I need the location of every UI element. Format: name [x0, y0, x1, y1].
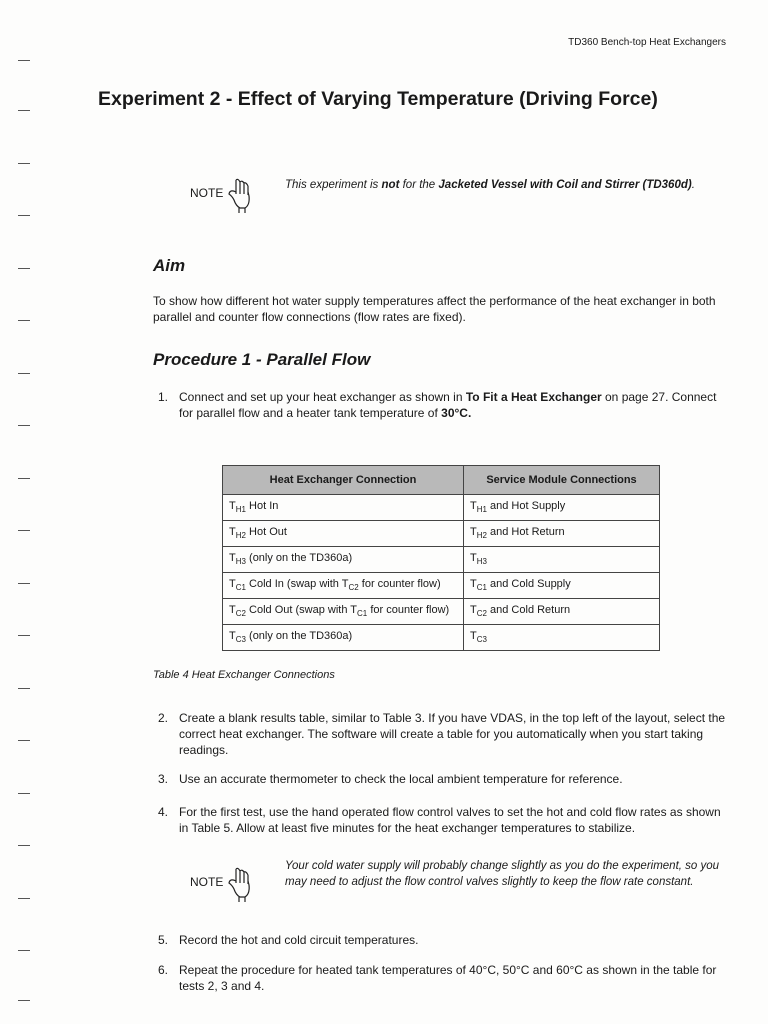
step-6 [158, 962, 733, 994]
table-caption: Table 4 Heat Exchanger Connections [153, 669, 335, 681]
table-row [223, 521, 660, 547]
step-number: 3. [158, 772, 169, 786]
table-cell: $T_{H1}$ Hot In [223, 495, 464, 521]
table-cell: $T_{C3}$ [464, 625, 660, 651]
column-header: Heat Exchanger Connection [223, 466, 464, 495]
page-title: Experiment 2 - Effect of Varying Temperature (Driving Force) [98, 88, 658, 110]
table-cell: $T_{H3}$ [464, 547, 660, 573]
table-row [223, 599, 660, 625]
table-cell: $T_{H3}$ (only on the TD360a) [223, 547, 464, 573]
binder-edge-marks [18, 0, 32, 1024]
table-row [223, 547, 660, 573]
step-text: Record the hot and cold circuit temperatures. [179, 933, 419, 947]
step-number: 2. [158, 711, 169, 725]
table-cell: $T_{H1}$ and Hot Supply [464, 495, 660, 521]
pointing-hand-icon [227, 178, 255, 214]
connections-table [222, 465, 660, 651]
procedure-heading: Procedure 1 - Parallel Flow [153, 350, 371, 369]
note-text: Your cold water supply will probably change slightly as you do the experiment, so you may need to adjust the flow control valves slightly to keep the flow rate constant. [285, 860, 720, 888]
step-text: For the first test, use the hand operated flow control valves to set the hot and cold flow rates as shown in Table 5. Allow at least five minutes for the heat exchanger temperatures to stabilize. [179, 805, 721, 835]
aim-text: To show how different hot water supply temperatures affect the performance of the heat exchanger in both parallel and counter flow connections (flow rates are fixed). [153, 294, 716, 324]
note-text: This experiment is not for the Jacketed Vessel with Coil and Stirrer (TD360d). [285, 179, 695, 191]
step-text: Connect and set up your heat exchanger as shown in To Fit a Heat Exchanger on page 27. Connect for parallel flow and a heater tank temperature of 30°C. [179, 390, 717, 420]
table-header-row [223, 466, 660, 495]
table-cell: $T_{C2}$ and Cold Return [464, 599, 660, 625]
pointing-hand-icon [227, 867, 255, 903]
step-number: 5. [158, 933, 169, 947]
table-cell: $T_{C3}$ (only on the TD360a) [223, 625, 464, 651]
step-5 [158, 932, 733, 948]
note-label: NOTE [190, 186, 224, 200]
step-number: 6. [158, 963, 169, 977]
step-number: 4. [158, 805, 169, 819]
table-row [223, 495, 660, 521]
table-cell: $T_{H2}$ and Hot Return [464, 521, 660, 547]
step-2 [158, 710, 733, 758]
table-cell: $T_{C1}$ and Cold Supply [464, 573, 660, 599]
column-header: Service Module Connections [464, 466, 660, 495]
step-text: Repeat the procedure for heated tank temperatures of 40°C, 50°C and 60°C as shown in the table for tests 2, 3 and 4. [179, 963, 717, 993]
table-cell: $T_{C1}$ Cold In (swap with $T_{C2}$ for counter flow) [223, 573, 464, 599]
table-cell: $T_{H2}$ Hot Out [223, 521, 464, 547]
step-number: 1. [158, 390, 169, 404]
table-row [223, 625, 660, 651]
table-cell: $T_{C2}$ Cold Out (swap with $T_{C1}$ for counter flow) [223, 599, 464, 625]
step-1 [158, 389, 733, 421]
note-label: NOTE [190, 875, 224, 889]
aim-heading: Aim [153, 256, 186, 275]
step-3 [158, 771, 733, 787]
step-4 [158, 804, 733, 836]
note-block [190, 178, 255, 214]
note-block [190, 867, 255, 903]
step-text: Create a blank results table, similar to Table 3. If you have VDAS, in the top left of the layout, select the correct heat exchanger. The software will create a table for you automatically when you start taking readings. [179, 711, 726, 757]
running-header: TD360 Bench-top Heat Exchangers [568, 37, 726, 48]
table-row [223, 573, 660, 599]
step-text: Use an accurate thermometer to check the local ambient temperature for reference. [179, 772, 623, 786]
